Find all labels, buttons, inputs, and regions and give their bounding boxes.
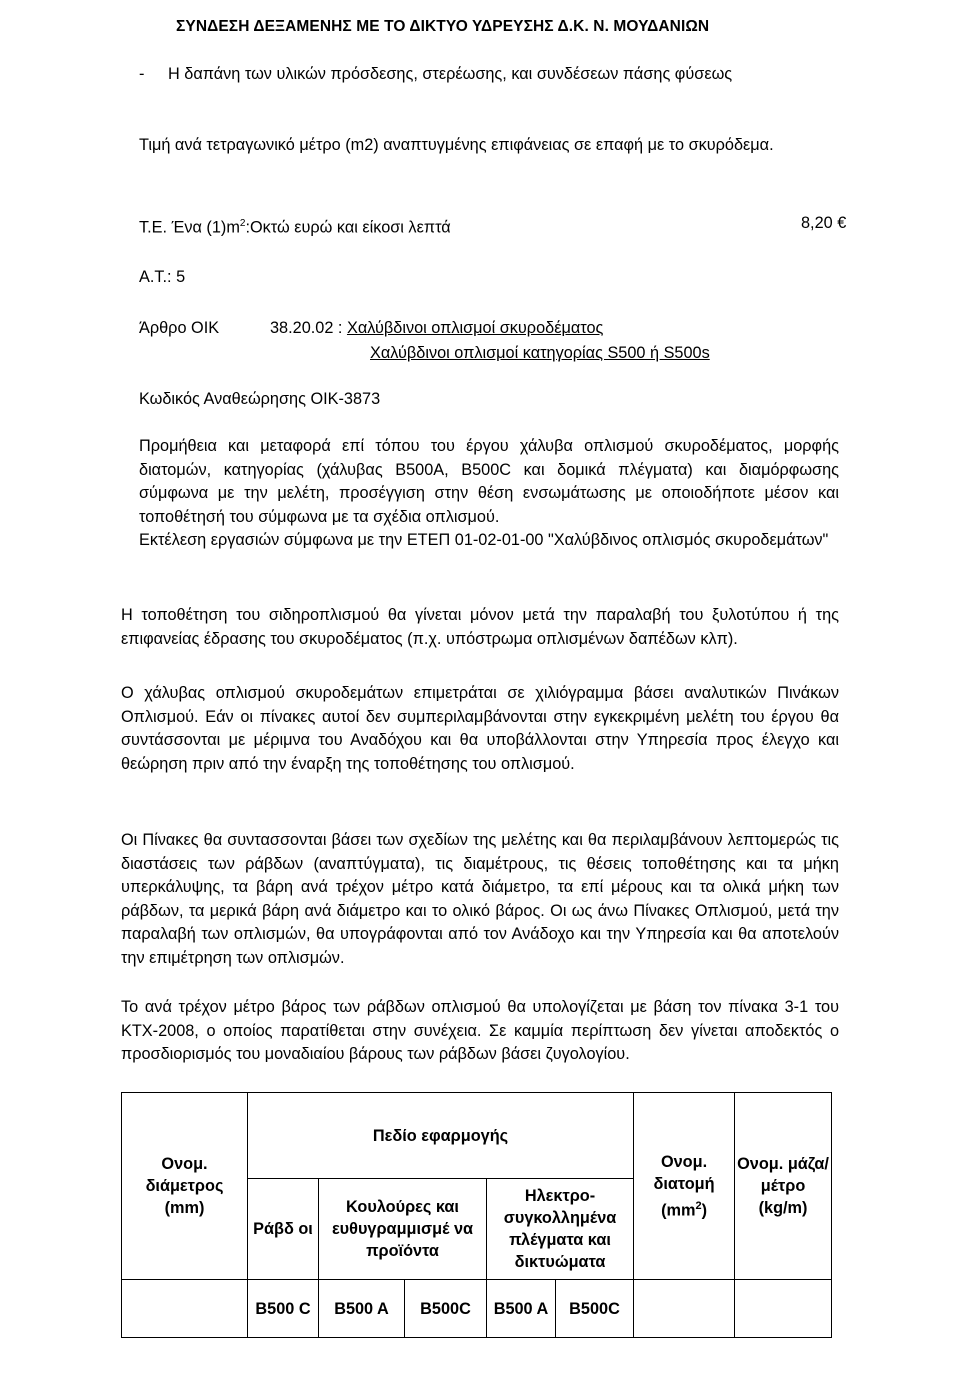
reinforcement-table [121, 1092, 832, 1338]
article-number: 38.20.02 : [270, 319, 343, 337]
header-section-main: Ονομ. διατομή (mm [653, 1152, 715, 1220]
te-prefix: Τ.Ε. Ένα (1)m [139, 218, 240, 237]
grade-b500c-bars: B500 C [248, 1280, 319, 1338]
article-label: Άρθρο ΟΙΚ [139, 319, 220, 337]
te-amount: 8,20 € [801, 214, 847, 232]
te-words: :Οκτώ ευρώ και είκοσι λεπτά [245, 218, 451, 237]
unit-price-text: Τιμή ανά τετραγωνικό μέτρο (m2) αναπτυγμένης επιφάνειας σε επαφή με το σκυρόδεμα. [139, 136, 774, 154]
header-section [634, 1093, 735, 1280]
grade-b500a-mesh: B500 A [487, 1280, 556, 1338]
mass-empty-cell [735, 1280, 832, 1338]
paragraph-weight: Το ανά τρέχον μέτρο βάρος των ράβδων οπλισμού θα υπολογίζεται με βάση τον πίνακα 3-1 του ΚΤΧ-2008, ο οποίος παρατίθεται στην συνέχεια. Σε καμμία περίπτωση δεν γίνεται αποδεκτός ο προσδιορισμός του μοναδιαίου βάρους των ράβδων βάσει ζυγολογίου. [121, 998, 839, 1064]
paragraph-tables: Οι Πίνακες θα συντασσονται βάσει των σχεδίων της μελέτης και θα περιλαμβάνουν λεπτομερώς τις διαστάσεις των ράβδων (αναπτύγματα), τις διαμέτρους, τις θέσεις τοποθέτησης και τα μήκη υπερκάλυψης, τα βάρη ανά τρέχον μέτρο κατά διάμετρο, τα επί μέρους και τα ολικά μήκη των ράβδων, τα μερικά βάρη ανά διάμετρο και το ολικό βάρος. Οι ως άνω Πίνακες Οπλισμού, μετά την παραλαβή των οπλισμών, θα υπογράφονται από τον Ανάδοχο και την Υπηρεσία και θα αποτελούν την επιμέτρηση των οπλισμών. [121, 831, 839, 967]
header-mass: Ονομ. μάζα/ μέτρο (kg/m) [735, 1093, 832, 1280]
at-number: Α.Τ.: 5 [139, 268, 186, 286]
paragraph-measurement: Ο χάλυβας οπλισμού σκυροδεμάτων επιμετράται σε χιλιόγραμμα βάσει αναλυτικών Πινάκων Οπλισμού. Εάν οι πίνακες αυτοί δεν συμπεριλαμβάνονται στην εγκεκριμένη μελέτη του έργου θα συντάσσονται με μέριμνα του Αναδόχου και θα υποβάλλονται στην Υπηρεσία προς έλεγχο και θεώρηση πριν από την έναρξη της τοποθέτησης του οπλισμού. [121, 684, 839, 773]
article-title: Χαλύβδινοι οπλισμοί σκυροδέματος [346, 319, 604, 337]
page-header: ΣΥΝΔΕΣΗ ΔΕΞΑΜΕΝΗΣ ΜΕ ΤΟ ΔΙΚΤΥΟ ΥΔΡΕΥΣΗΣ Δ.Κ. Ν. ΜΟΥΔΑΝΙΩΝ [176, 18, 710, 35]
section-empty-cell [634, 1280, 735, 1338]
article-subtitle: Χαλύβδινοι οπλισμοί κατηγορίας S500 ή S500s [370, 344, 710, 362]
header-mesh: Ηλεκτρο-συγκολλημένα πλέγματα και δικτυώματα [487, 1179, 634, 1280]
etep-text: Εκτέλεση εργασιών σύμφωνα με την ΕΤΕΠ 01-02-01-00 "Χαλύβδινος οπλισμός σκυροδεμάτων" [139, 531, 829, 550]
te-sup: 2 [239, 218, 246, 229]
header-section-end: ) [701, 1201, 707, 1220]
article-heading [270, 317, 603, 341]
revision-code: Κωδικός Αναθεώρησης ΟΙΚ-3873 [139, 390, 381, 408]
header-section-sup: 2 [695, 1199, 702, 1212]
description-text: Προμήθεια και μεταφορά επί τόπου του έργου χάλυβα οπλισμού σκυροδέματος, μορφής διατομών, κατηγορίας (χάλυβας B500A, B500C και δομικά πλέγματα) και διαμόρφωσης σύμφωνα με την μελέτη, προσέγγιση στην θέση ενσωμάτωσης με οποιοδήποτε μέσον και τοποθέτησή του σύμφωνα με τα σχέδια οπλισμού. [139, 437, 839, 526]
header-diameter: Ονομ. διάμετρος (mm) [122, 1093, 248, 1280]
grade-b500c-mesh: B500C [556, 1280, 634, 1338]
bullet-dash: - [139, 65, 145, 83]
cost-line: Η δαπάνη των υλικών πρόσδεσης, στερέωσης, και συνδέσεων πάσης φύσεως [168, 65, 733, 83]
grade-b500a-coils: B500 A [319, 1280, 405, 1338]
header-bars: Ράβδ οι [248, 1179, 319, 1280]
header-field: Πεδίο εφαρμογής [248, 1093, 634, 1179]
grade-empty-cell [122, 1280, 248, 1338]
grade-b500c-coils: B500C [405, 1280, 487, 1338]
te-line [139, 212, 451, 240]
paragraph-description [139, 435, 839, 553]
paragraph-placement: Η τοποθέτηση του σιδηροπλισμού θα γίνεται μόνον μετά την παραλαβή του ξυλοτύπου ή της επιφανείας έδρασης του σκυροδέματος (π.χ. υπόστρωμα οπλισμένων δαπέδων κλπ). [121, 606, 839, 648]
header-coils: Κουλούρες και ευθυγραμμισμέ να προϊόντα [319, 1179, 487, 1280]
